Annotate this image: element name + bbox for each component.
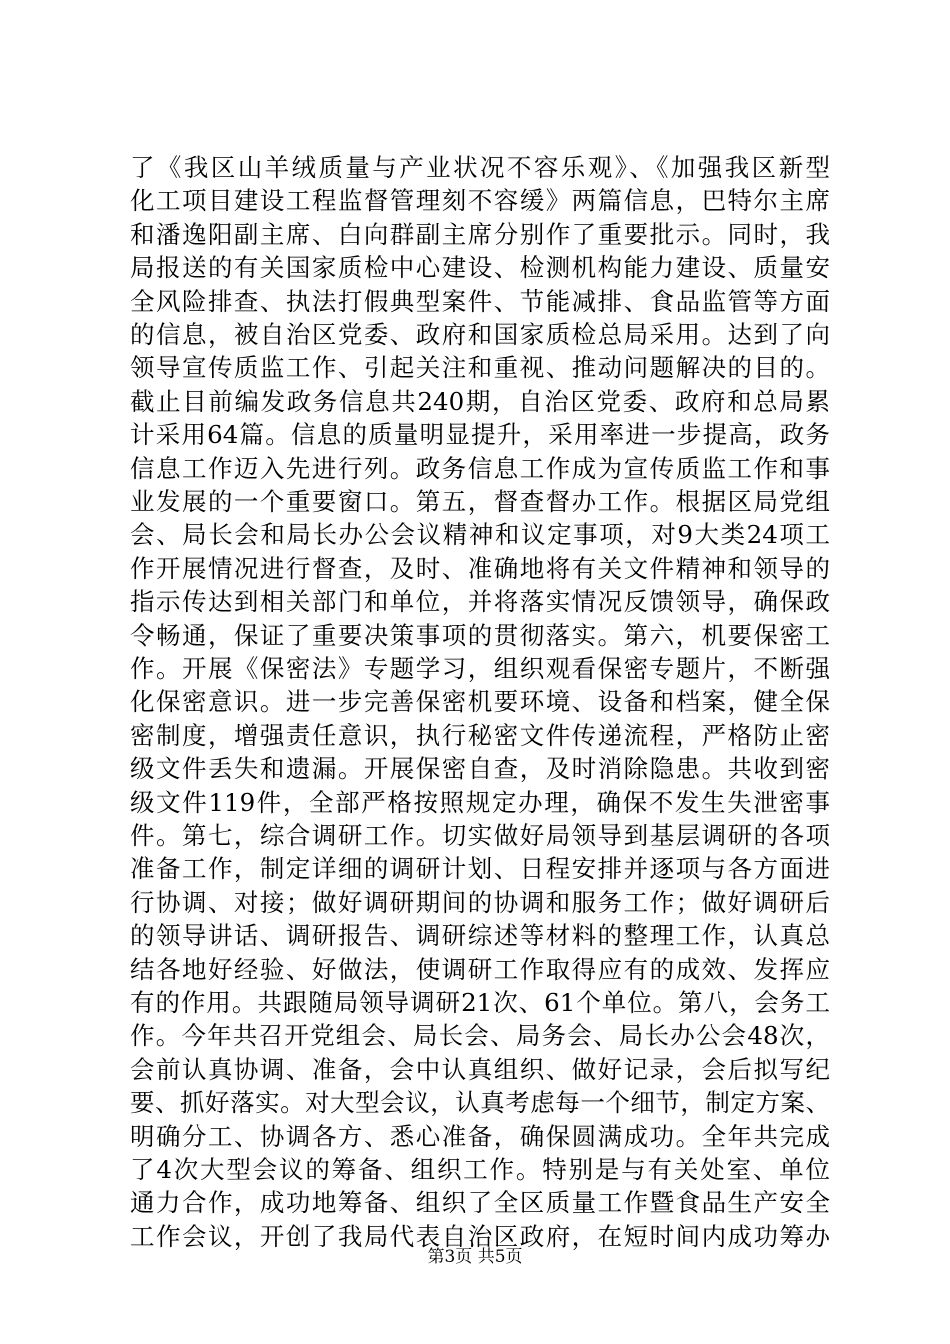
text-line: 全风险排查、执法打假典型案件、节能减排、食品监管等方面: [130, 286, 830, 316]
text-line: 结各地好经验、好做法，使调研工作取得应有的成效、发挥应: [130, 954, 830, 984]
text-line: 截止目前编发政务信息共240期，自治区党委、政府和总局累: [130, 386, 830, 416]
text-line: 局报送的有关国家质检中心建设、检测机构能力建设、质量安: [130, 253, 830, 283]
text-line: 要、抓好落实。对大型会议，认真考虑每一个细节，制定方案、: [130, 1088, 830, 1118]
text-line: 指示传达到相关部门和单位，并将落实情况反馈领导，确保政: [130, 587, 830, 617]
text-line: 作开展情况进行督查，及时、准确地将有关文件精神和领导的: [130, 553, 830, 583]
text-line: 化保密意识。进一步完善保密机要环境、设备和档案，健全保: [130, 687, 830, 717]
text-line: 了《我区山羊绒质量与产业状况不容乐观》、《加强我区新型: [130, 153, 830, 182]
text-line: 明确分工、协调各方、悉心准备，确保圆满成功。全年共完成: [130, 1121, 830, 1151]
text-line: 信息工作迈入先进行列。政务信息工作成为宣传质监工作和事: [130, 453, 830, 483]
text-line: 密制度，增强责任意识，执行秘密文件传递流程，严格防止密: [130, 720, 830, 750]
page-footer: 第3页 共5页: [427, 1247, 523, 1267]
text-line: 准备工作，制定详细的调研计划、日程安排并逐项与各方面进: [130, 854, 830, 884]
text-line: 件。第七，综合调研工作。切实做好局领导到基层调研的各项: [130, 821, 830, 850]
text-line: 的领导讲话、调研报告、调研综述等材料的整理工作，认真总: [130, 921, 830, 951]
text-line: 作。今年共召开党组会、局长会、局务会、局长办公会48次，: [130, 1021, 830, 1051]
text-line: 化工项目建设工程监督管理刻不容缓》两篇信息，巴特尔主席: [130, 186, 830, 216]
text-line: 的信息，被自治区党委、政府和国家质检总局采用。达到了向: [130, 320, 830, 349]
text-line: 通力合作，成功地筹备、组织了全区质量工作暨食品生产安全: [130, 1188, 830, 1218]
text-line: 业发展的一个重要窗口。第五，督查督办工作。根据区局党组: [130, 487, 830, 516]
text-line: 作。开展《保密法》专题学习，组织观看保密专题片，不断强: [130, 654, 830, 683]
text-line: 令畅通，保证了重要决策事项的贯彻落实。第六，机要保密工: [130, 620, 830, 650]
text-line: 计采用64篇。信息的质量明显提升，采用率进一步提高，政务: [130, 420, 830, 450]
text-line: 和潘逸阳副主席、白向群副主席分别作了重要批示。同时，我: [130, 219, 830, 249]
text-line: 级文件丢失和遗漏。开展保密自查，及时消除隐患。共收到密: [130, 754, 830, 784]
text-line: 级文件119件，全部严格按照规定办理，确保不发生失泄密事: [130, 787, 830, 817]
text-line: 会前认真协调、准备，会中认真组织、做好记录，会后拟写纪: [130, 1054, 830, 1084]
text-line: 工作会议，开创了我局代表自治区政府，在短时间内成功筹办: [130, 1221, 830, 1251]
text-line: 领导宣传质监工作、引起关注和重视、推动问题解决的目的。: [130, 353, 830, 383]
text-line: 行协调、对接；做好调研期间的协调和服务工作；做好调研后: [130, 887, 830, 917]
text-line: 会、局长会和局长办公会议精神和议定事项，对9大类24项工: [130, 520, 830, 550]
text-line: 有的作用。共跟随局领导调研21次、61个单位。第八，会务工: [130, 988, 830, 1017]
text-line: 了4次大型会议的筹备、组织工作。特别是与有关处室、单位: [130, 1155, 830, 1184]
